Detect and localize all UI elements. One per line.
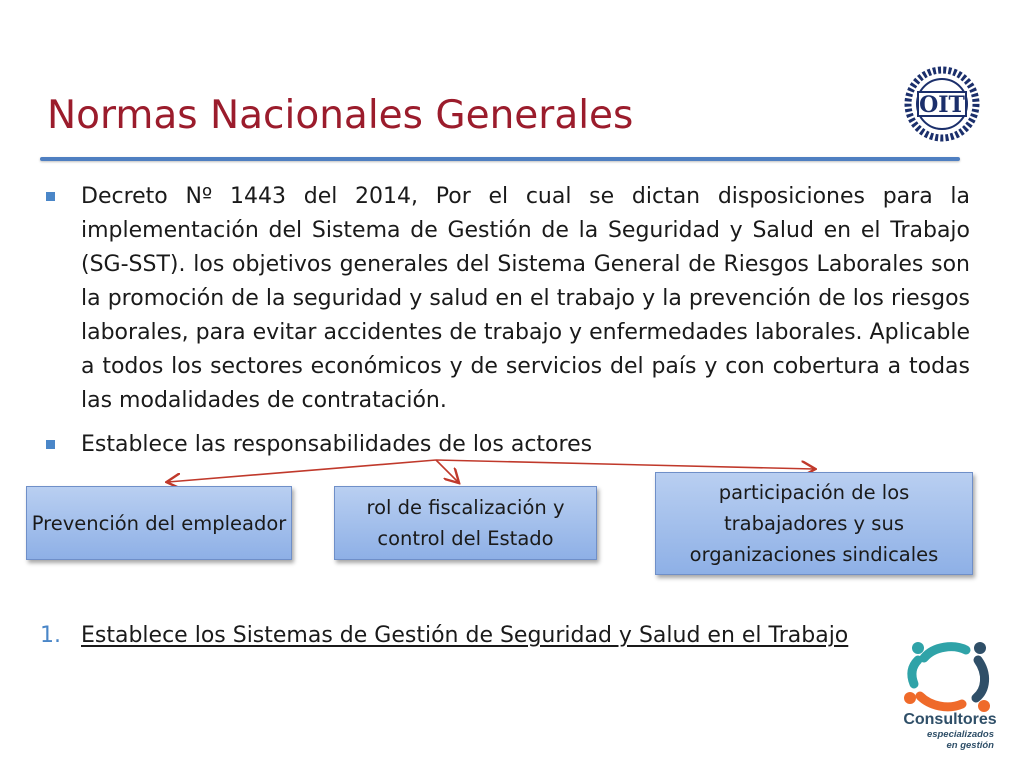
- actor-box-trabajadores: [655, 472, 973, 575]
- brand-subtitle: en gestión: [946, 740, 994, 751]
- oit-logo: [899, 66, 985, 142]
- oit-logo-text: OIT: [919, 92, 965, 118]
- slide-title: Normas Nacionales Generales: [47, 93, 634, 138]
- bullet-text: Establece las responsabilidades de los actores: [81, 432, 593, 457]
- brand-subtitle: especializados: [926, 729, 994, 740]
- actor-box-label: rol de fiscalización y control del Estado: [366, 496, 565, 550]
- arrow-to-box-1: [168, 460, 436, 482]
- numbered-item-text: Establece los Sistemas de Gestión de Seguridad y Salud en el Trabajo: [81, 623, 849, 648]
- bullet-list: [40, 180, 970, 462]
- arrow-to-box-2: [436, 460, 458, 482]
- list-number: 1.: [40, 623, 61, 648]
- actor-box-label: participación de los trabajadores y sus organizaciones sindicales: [689, 481, 939, 566]
- brand-name: Consultores: [903, 711, 997, 728]
- numbered-list-item: [40, 619, 848, 653]
- bullet-item: [40, 428, 970, 462]
- people-circle-icon: [902, 636, 998, 712]
- square-bullet-icon: [46, 440, 55, 449]
- bullet-text: Decreto Nº 1443 del 2014, Por el cual se dictan disposiciones para la implementación del Sistema de Gestión de la Seguridad y Salud en el Trabajo (SG-SST). los objetivos generales del Sistema General de Riesgos Laborales son la promoción de la seguridad y salud en el trabajo y la prevención de los riesgos laborales, para evitar accidentes de trabajo y enfermedades laborales. Aplicable a todos los sectores económicos y de servicios del país y con cobertura a todas las modalidades de contratación.: [81, 184, 970, 413]
- actor-box-label: Prevención del empleador: [31, 511, 287, 535]
- actor-box-estado: [334, 486, 597, 560]
- actor-box-empleador: [26, 486, 292, 560]
- square-bullet-icon: [46, 192, 55, 201]
- bullet-item: [40, 180, 970, 418]
- title-underline-rule: [40, 157, 960, 161]
- consultores-logo: [898, 636, 1002, 754]
